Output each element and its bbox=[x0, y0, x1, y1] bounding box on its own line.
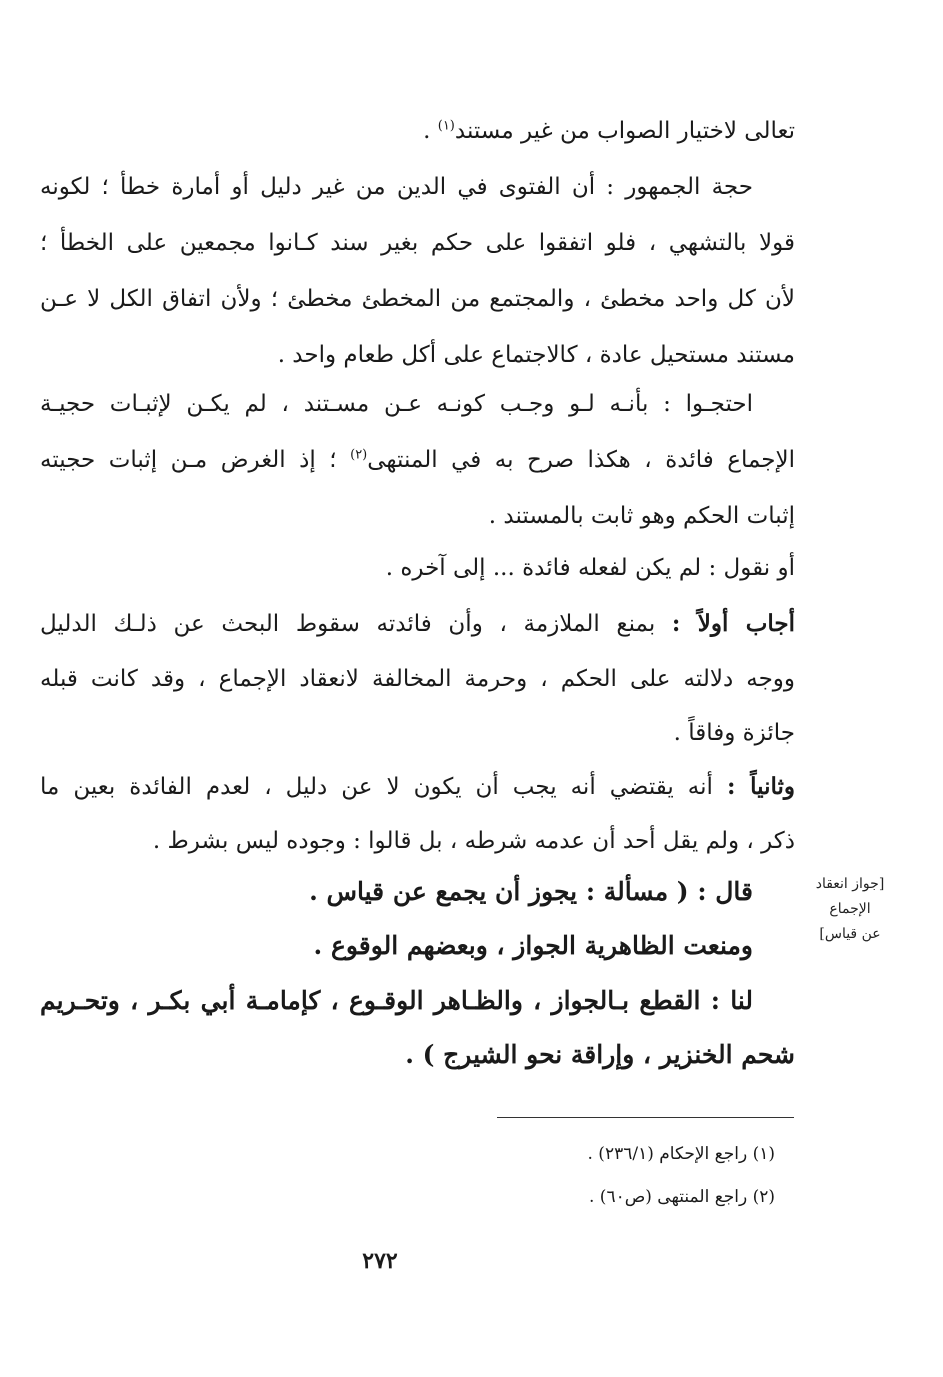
text-line: لنا : القطع بـالجواز ، والظـاهر الوقـوع ، كإمامـة أبي بكـر ، وتحـريم bbox=[40, 986, 753, 1015]
text-line: حجة الجمهور : أن الفتوى في الدين من غير دليل أو أمارة خطأ ؛ لكونه bbox=[40, 174, 753, 200]
footnote: (١) راجع الإحكام (٢٣٦/١) . bbox=[587, 1144, 775, 1164]
text-line: ذكر ، ولم يقل أحد أن عدمه شرطه ، بل قالوا : وجوده ليس بشرط . bbox=[152, 828, 795, 854]
text-line: قولا بالتشهي ، فلو اتفقوا على حكم بغير سند كـانوا مجمعين على الخطأ ؛ bbox=[40, 230, 795, 256]
margin-note-line: عن قياس] bbox=[819, 926, 881, 942]
text-line: ووجه دلالته على الحكم ، وحرمة المخالفة لانعقاد الإجماع ، وقد كانت قبله bbox=[40, 666, 795, 692]
text-line: جائزة وفاقاً . bbox=[673, 720, 795, 746]
margin-note-line: [جواز انعقاد bbox=[815, 876, 885, 892]
text-line: لأن كل واحد مخطئ ، والمجتمع من المخطئ مخطئ ؛ ولأن اتفاق الكل لا عـن bbox=[40, 286, 795, 312]
text-line: أجاب أولاً : بمنع الملازمة ، وأن فائدته سقوط البحث عن ذلـك الدليل bbox=[40, 610, 795, 637]
margin-note-line: الإجماع bbox=[829, 901, 871, 917]
paragraph-lead: أجاب أولاً : bbox=[671, 610, 795, 637]
text-line: وثانياً : أنه يقتضي أنه يجب أن يكون لا عن دليل ، لعدم الفائدة بعين ما bbox=[40, 773, 795, 800]
footnote-ref: (١) bbox=[437, 118, 455, 134]
text-line: ومنعت الظاهرية الجواز ، وبعضهم الوقوع . bbox=[313, 931, 753, 960]
page-number: ٢٧٢ bbox=[362, 1248, 398, 1274]
footnote: (٢) راجع المنتهى (ص٦٠) . bbox=[588, 1187, 775, 1207]
text-line: الإجماع فائدة ، هكذا صرح به في المنتهى$^{(٢)}$ ؛ إذ الغرض مـن إثبات حجيته bbox=[40, 447, 795, 473]
text-line: قال : ( مسألة : يجوز أن يجمع عن قياس . bbox=[309, 877, 753, 906]
margin-note bbox=[806, 872, 894, 947]
footnote-ref: (٢) bbox=[350, 447, 368, 463]
footnote-separator bbox=[497, 1117, 794, 1118]
text-line: إثبات الحكم وهو ثابت بالمستند . bbox=[488, 503, 795, 529]
text-line: احتجـوا : بأنـه لـو وجـب كونـه عـن مسـتند ، لم يكـن لإثبـات حجيـة bbox=[40, 391, 753, 417]
text-line: مستند مستحيل عادة ، كالاجتماع على أكل طعام واحد . bbox=[277, 342, 795, 368]
text-line: شحم الخنزير ، وإراقة نحو الشيرج ) . bbox=[405, 1040, 795, 1069]
text-line: أو نقول : لم يكن لفعله فائدة ... إلى آخره . bbox=[385, 555, 795, 581]
paragraph-lead: وثانياً : bbox=[726, 773, 795, 800]
text-line: تعالى لاختيار الصواب من غير مستند$^{(١)}$ . bbox=[423, 118, 795, 144]
